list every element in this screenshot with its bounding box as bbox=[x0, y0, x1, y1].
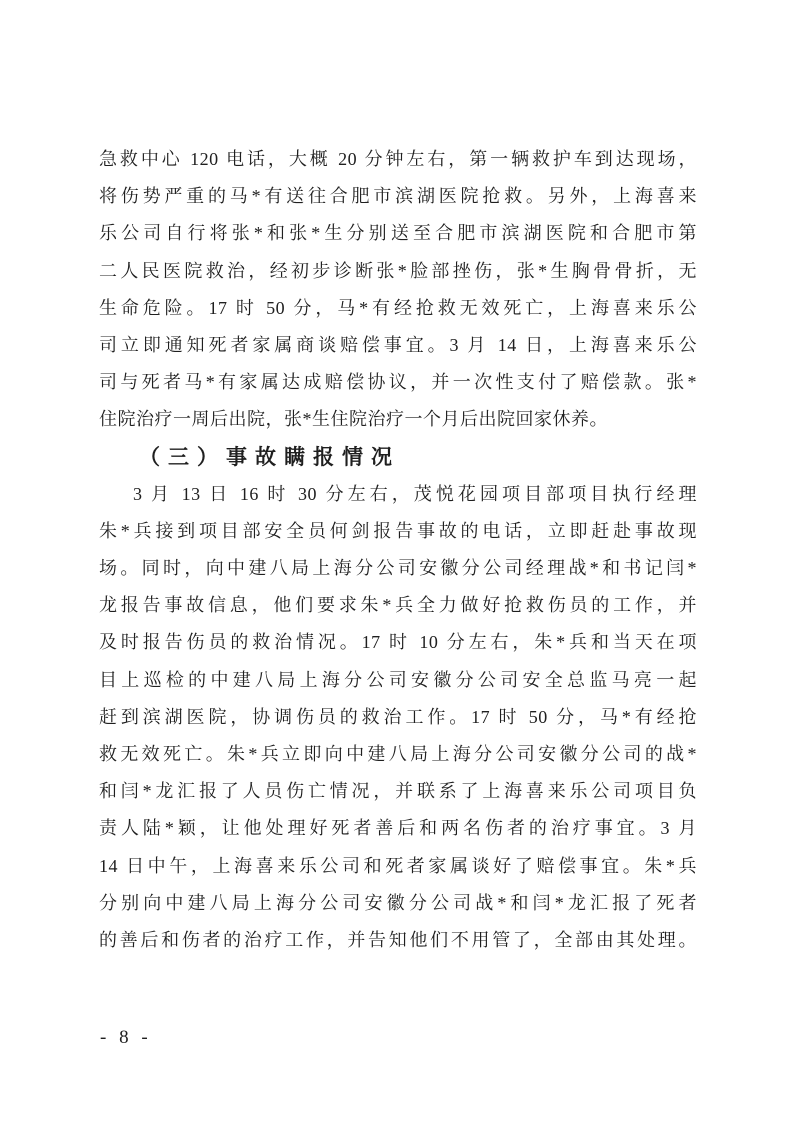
text-line: 司立即通知死者家属商谈赔偿事宜。3 月 14 日，上海喜来乐公 bbox=[99, 334, 697, 355]
text-line: 赶到滨湖医院，协调伤员的救治工作。17 时 50 分，马*有经抢 bbox=[99, 706, 697, 727]
page-number: - 8 - bbox=[100, 1027, 152, 1048]
text-line: 的善后和伤者的治疗工作，并告知他们不用管了，全部由其处理。 bbox=[99, 929, 697, 950]
text-line: 朱*兵接到项目部安全员何剑报告事故的电话，立即赶赴事故现 bbox=[99, 520, 697, 541]
text-line: 住院治疗一周后出院，张*生住院治疗一个月后出院回家休养。 bbox=[99, 409, 608, 430]
text-line: 救无效死亡。朱*兵立即向中建八局上海分公司安徽分公司的战* bbox=[99, 744, 697, 764]
text-line: 场。同时，向中建八局上海分公司安徽分公司经理战*和书记闫* bbox=[99, 558, 697, 579]
text-line: 14 日中午，上海喜来乐公司和死者家属谈好了赔偿事宜。朱*兵 bbox=[99, 855, 697, 876]
text-line: 司与死者马*有家属达成赔偿协议，并一次性支付了赔偿款。张* bbox=[99, 372, 697, 393]
text-line: 乐公司自行将张*和张*生分别送至合肥市滨湖医院和合肥市第 bbox=[99, 223, 697, 244]
text-line: 3 月 13 日 16 时 30 分左右，茂悦花园项目部项目执行经理 bbox=[133, 483, 697, 504]
text-line: 二人民医院救治，经初步诊断张*脸部挫伤，张*生胸骨骨折，无 bbox=[99, 260, 697, 281]
document-body bbox=[99, 141, 697, 959]
text-line: 龙报告事故信息，他们要求朱*兵全力做好抢救伤员的工作，并 bbox=[99, 595, 697, 616]
text-line: 将伤势严重的马*有送往合肥市滨湖医院抢救。另外，上海喜来 bbox=[99, 186, 697, 207]
text-line: 目上巡检的中建八局上海分公司安徽分公司安全总监马亮一起 bbox=[99, 669, 697, 690]
text-line: 生命危险。17 时 50 分，马*有经抢救无效死亡，上海喜来乐公 bbox=[99, 297, 697, 318]
text-line: 和闫*龙汇报了人员伤亡情况，并联系了上海喜来乐公司项目负 bbox=[99, 781, 697, 802]
text-line: 急救中心 120 电话，大概 20 分钟左右，第一辆救护车到达现场， bbox=[99, 149, 697, 169]
section-heading: （三）事故瞒报情况 bbox=[139, 444, 400, 469]
text-line: 责人陆*颖，让他处理好死者善后和两名伤者的治疗事宜。3 月 bbox=[99, 818, 697, 839]
text-line: 分别向中建八局上海分公司安徽分公司战*和闫*龙汇报了死者 bbox=[99, 892, 697, 913]
text-line: 及时报告伤员的救治情况。17 时 10 分左右，朱*兵和当天在项 bbox=[99, 632, 697, 653]
